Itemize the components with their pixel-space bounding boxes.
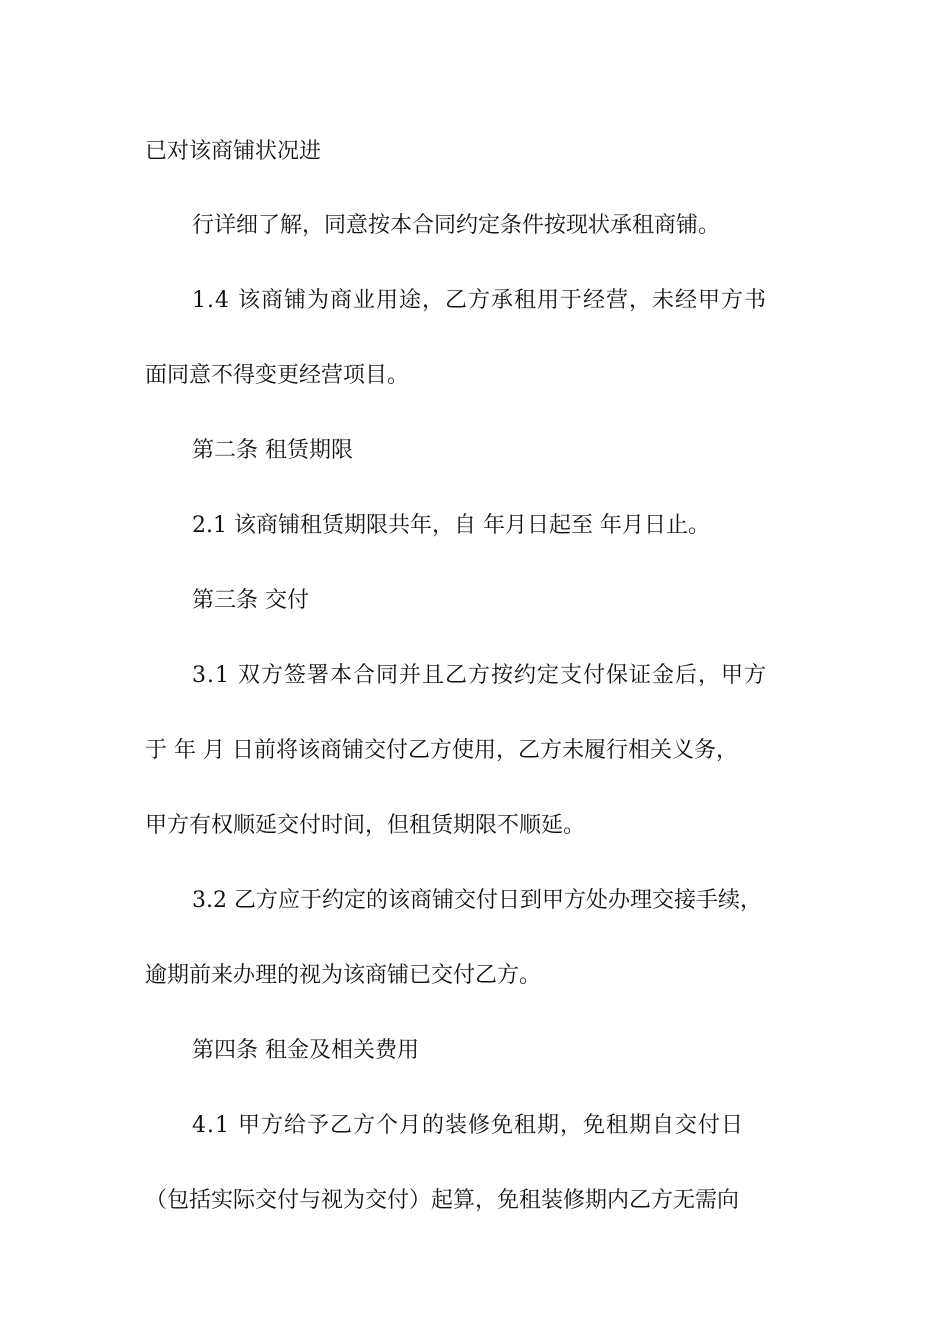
text-line: 行详细了解，同意按本合同约定条件按现状承租商铺。 — [192, 213, 721, 238]
article-2-heading: 第二条 租赁期限 — [192, 438, 353, 463]
article-4-heading: 第四条 租金及相关费用 — [192, 1038, 419, 1063]
text-line: （包括实际交付与视为交付）起算，免租装修期内乙方无需向 — [145, 1188, 740, 1213]
clause-2-1: 2.1 该商铺租赁期限共年，自 年月日起至 年月日止。 — [192, 513, 710, 538]
text-line: 甲方有权顺延交付时间，但租赁期限不顺延。 — [145, 813, 586, 838]
article-3-heading: 第三条 交付 — [192, 588, 309, 613]
clause-4-1: 4.1 甲方给予乙方个月的装修免租期，免租期自交付日 — [192, 1113, 744, 1138]
clause-3-1: 3.1 双方签署本合同并且乙方按约定支付保证金后，甲方 — [192, 663, 767, 688]
text-line: 已对该商铺状况进 — [145, 139, 322, 164]
text-line: 逾期前来办理的视为该商铺已交付乙方。 — [145, 963, 542, 988]
text-line: 面同意不得变更经营项目。 — [145, 363, 410, 388]
clause-3-2: 3.2 乙方应于约定的该商铺交付日到甲方处办理交接手续， — [192, 888, 762, 913]
text-line: 于 年 月 日前将该商铺交付乙方使用，乙方未履行相关义务， — [145, 738, 738, 763]
clause-1-4: 1.4 该商铺为商业用途，乙方承租用于经营，未经甲方书 — [192, 288, 767, 313]
